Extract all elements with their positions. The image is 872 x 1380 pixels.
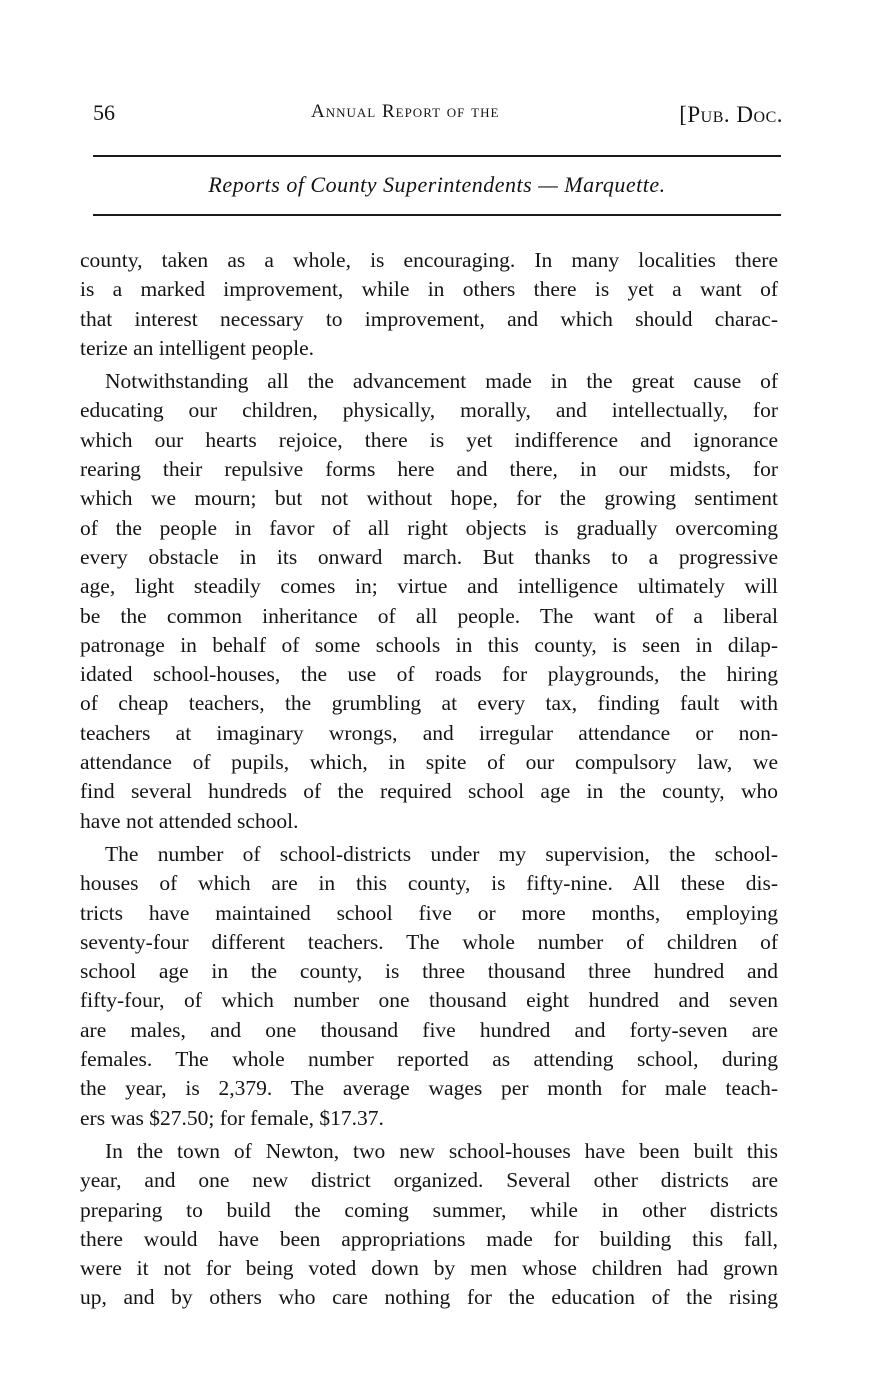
text-line: of cheap teachers, the grumbling at every tax, finding fault with: [80, 691, 778, 716]
text-line: females. The whole number reported as attending school, during: [80, 1047, 778, 1072]
text-line: rearing their repulsive forms here and there, in our midsts, for: [80, 457, 778, 482]
document-reference: [Pub. Doc.: [679, 102, 783, 127]
text-line: educating our children, physically, morally, and intellectually, for: [80, 398, 778, 423]
text-line: preparing to build the coming summer, while in other districts: [80, 1197, 778, 1222]
text-line: are males, and one thousand five hundred and forty-seven are: [80, 1017, 778, 1042]
text-line: which our hearts rejoice, there is yet indifference and ignorance: [80, 427, 778, 452]
text-line: houses of which are in this county, is fifty-nine. All these dis-: [80, 871, 778, 896]
text-line: county, taken as a whole, is encouraging. In many localities there: [80, 248, 778, 272]
paragraph: [80, 367, 778, 836]
text-line: attendance of pupils, which, in spite of our compulsory law, we: [80, 750, 778, 775]
text-line: Notwithstanding all the advancement made in the great cause of: [105, 369, 778, 394]
text-line: idated school-houses, the use of roads for playgrounds, the hiring: [80, 662, 778, 687]
text-line: age, light steadily comes in; virtue and intelligence ultimately will: [80, 574, 778, 599]
paragraph: [80, 246, 778, 363]
text-line: ers was $27.50; for female, $17.37.: [80, 1105, 384, 1130]
text-line: is a marked improvement, while in others there is yet a want of: [80, 277, 778, 302]
paragraph: [80, 1137, 778, 1313]
header-rule-bottom: [93, 214, 781, 216]
text-line: The number of school-districts under my supervision, the school-: [105, 841, 778, 866]
text-line: every obstacle in its onward march. But thanks to a progressive: [80, 544, 778, 569]
paragraph: [80, 840, 778, 1133]
text-line: have not attended school.: [80, 808, 299, 833]
text-line: which we mourn; but not without hope, for the growing sentiment: [80, 486, 778, 511]
text-line: that interest necessary to improvement, and which should charac-: [80, 306, 778, 331]
text-line: teachers at imaginary wrongs, and irregular attendance or non-: [80, 720, 778, 745]
text-line: terize an intelligent people.: [80, 335, 315, 360]
text-line: of the people in favor of all right objects is gradually overcoming: [80, 515, 778, 540]
text-line: patronage in behalf of some schools in this county, is seen in dilap-: [80, 632, 778, 657]
text-line: there would have been appropriations made for building this fall,: [80, 1226, 778, 1251]
text-line: the year, is 2,379. The average wages per month for male teach-: [80, 1076, 778, 1101]
text-line: up, and by others who care nothing for the education of the rising: [80, 1285, 778, 1310]
text-line: be the common inheritance of all people. The want of a liberal: [80, 603, 778, 628]
text-line: In the town of Newton, two new school-houses have been built this: [105, 1138, 778, 1163]
page-header: [93, 96, 783, 136]
section-heading: Reports of County Superintendents — Marquette.: [208, 172, 666, 197]
text-line: were it not for being voted down by men whose children had grown: [80, 1256, 778, 1281]
text-line: year, and one new district organized. Several other districts are: [80, 1168, 778, 1193]
body-text: [80, 246, 778, 1317]
page-number: 56: [93, 100, 115, 125]
text-line: fifty-four, of which number one thousand eight hundred and seven: [80, 988, 778, 1013]
text-line: seventy-four different teachers. The whole number of children of: [80, 929, 778, 954]
running-title: Annual Report of the: [311, 101, 500, 122]
text-line: find several hundreds of the required school age in the county, who: [80, 779, 778, 804]
text-line: school age in the county, is three thousand three hundred and: [80, 959, 778, 984]
header-rule-top: [93, 155, 781, 157]
text-line: tricts have maintained school five or more months, employing: [80, 900, 778, 925]
